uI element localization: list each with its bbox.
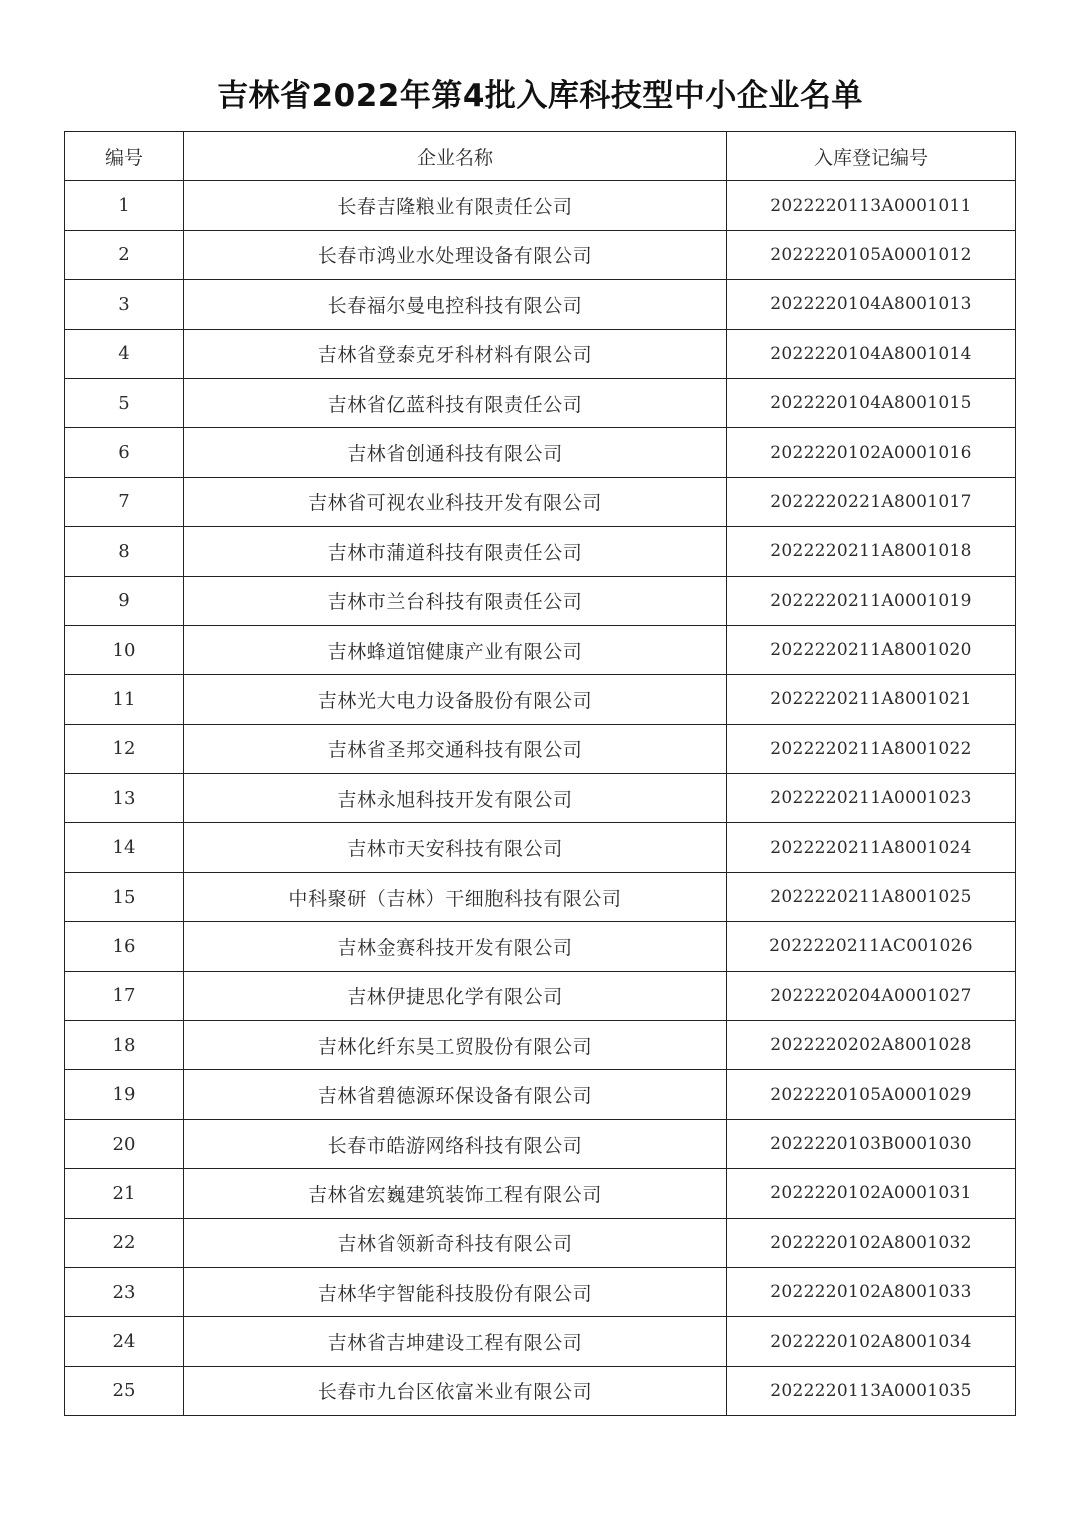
company-name: 长春福尔曼电控科技有限公司 <box>184 280 727 329</box>
registration-code: 2022220104A8001013 <box>727 280 1016 329</box>
company-name: 吉林省圣邦交通科技有限公司 <box>184 724 727 773</box>
company-name: 吉林华宇智能科技股份有限公司 <box>184 1267 727 1316</box>
registration-code: 2022220221A8001017 <box>727 477 1016 526</box>
table-row <box>65 774 1016 823</box>
row-number: 20 <box>65 1119 184 1168</box>
company-name: 吉林省创通科技有限公司 <box>184 428 727 477</box>
registration-code: 2022220211A8001018 <box>727 527 1016 576</box>
table-row <box>65 1218 1016 1267</box>
company-name: 吉林市天安科技有限公司 <box>184 823 727 872</box>
registration-code: 2022220211AC001026 <box>727 922 1016 971</box>
company-name: 长春市皓游网络科技有限公司 <box>184 1119 727 1168</box>
page-title: 吉林省2022年第4批入库科技型中小企业名单 <box>217 78 863 114</box>
row-number: 12 <box>65 724 184 773</box>
table-row <box>65 823 1016 872</box>
row-number: 25 <box>65 1366 184 1415</box>
registration-code: 2022220102A8001034 <box>727 1317 1016 1366</box>
table-body <box>65 181 1016 1416</box>
row-number: 21 <box>65 1169 184 1218</box>
registration-code: 2022220105A0001012 <box>727 230 1016 279</box>
registration-code: 2022220102A8001033 <box>727 1267 1016 1316</box>
registration-code: 2022220211A8001024 <box>727 823 1016 872</box>
row-number: 10 <box>65 625 184 674</box>
row-number: 5 <box>65 378 184 427</box>
company-name: 吉林市蒲道科技有限责任公司 <box>184 527 727 576</box>
table-row <box>65 872 1016 921</box>
company-name: 吉林永旭科技开发有限公司 <box>184 774 727 823</box>
table-header-row <box>65 132 1016 181</box>
row-number: 11 <box>65 675 184 724</box>
table-row <box>65 527 1016 576</box>
row-number: 6 <box>65 428 184 477</box>
row-number: 1 <box>65 181 184 230</box>
table-row <box>65 1119 1016 1168</box>
registration-code: 2022220104A8001014 <box>727 329 1016 378</box>
row-number: 4 <box>65 329 184 378</box>
registration-code: 2022220103B0001030 <box>727 1119 1016 1168</box>
company-name: 长春市鸿业水处理设备有限公司 <box>184 230 727 279</box>
company-name: 长春市九台区依富米业有限公司 <box>184 1366 727 1415</box>
company-name: 吉林光大电力设备股份有限公司 <box>184 675 727 724</box>
company-name: 吉林省可视农业科技开发有限公司 <box>184 477 727 526</box>
enterprise-table-container <box>64 131 1015 1416</box>
registration-code: 2022220202A8001028 <box>727 1021 1016 1070</box>
table-row <box>65 1021 1016 1070</box>
header-number: 编号 <box>65 132 184 181</box>
registration-code: 2022220211A0001019 <box>727 576 1016 625</box>
table-row <box>65 1169 1016 1218</box>
company-name: 吉林省亿蓝科技有限责任公司 <box>184 378 727 427</box>
row-number: 8 <box>65 527 184 576</box>
company-name: 吉林省吉坤建设工程有限公司 <box>184 1317 727 1366</box>
company-name: 吉林省领新奇科技有限公司 <box>184 1218 727 1267</box>
registration-code: 2022220113A0001035 <box>727 1366 1016 1415</box>
row-number: 3 <box>65 280 184 329</box>
registration-code: 2022220211A8001020 <box>727 625 1016 674</box>
registration-code: 2022220102A0001016 <box>727 428 1016 477</box>
row-number: 7 <box>65 477 184 526</box>
row-number: 19 <box>65 1070 184 1119</box>
company-name: 吉林金赛科技开发有限公司 <box>184 922 727 971</box>
registration-code: 2022220211A8001021 <box>727 675 1016 724</box>
row-number: 18 <box>65 1021 184 1070</box>
company-name: 吉林蜂道馆健康产业有限公司 <box>184 625 727 674</box>
table-row <box>65 922 1016 971</box>
company-name: 长春吉隆粮业有限责任公司 <box>184 181 727 230</box>
registration-code: 2022220211A0001023 <box>727 774 1016 823</box>
row-number: 22 <box>65 1218 184 1267</box>
table-row <box>65 625 1016 674</box>
row-number: 9 <box>65 576 184 625</box>
table-row <box>65 477 1016 526</box>
table-row <box>65 1366 1016 1415</box>
registration-code: 2022220211A8001025 <box>727 872 1016 921</box>
row-number: 17 <box>65 971 184 1020</box>
table-row <box>65 724 1016 773</box>
registration-code: 2022220113A0001011 <box>727 181 1016 230</box>
company-name: 吉林省宏巍建筑装饰工程有限公司 <box>184 1169 727 1218</box>
registration-code: 2022220102A0001031 <box>727 1169 1016 1218</box>
table-row <box>65 181 1016 230</box>
table-row <box>65 280 1016 329</box>
registration-code: 2022220204A0001027 <box>727 971 1016 1020</box>
row-number: 16 <box>65 922 184 971</box>
row-number: 14 <box>65 823 184 872</box>
table-row <box>65 1267 1016 1316</box>
table-row <box>65 329 1016 378</box>
table-row <box>65 428 1016 477</box>
table-row <box>65 378 1016 427</box>
table-row <box>65 576 1016 625</box>
table-row <box>65 1317 1016 1366</box>
row-number: 13 <box>65 774 184 823</box>
table-row <box>65 1070 1016 1119</box>
registration-code: 2022220211A8001022 <box>727 724 1016 773</box>
company-name: 中科聚研（吉林）干细胞科技有限公司 <box>184 872 727 921</box>
company-name: 吉林省登泰克牙科材料有限公司 <box>184 329 727 378</box>
row-number: 15 <box>65 872 184 921</box>
row-number: 23 <box>65 1267 184 1316</box>
registration-code: 2022220104A8001015 <box>727 378 1016 427</box>
company-name: 吉林化纤东昊工贸股份有限公司 <box>184 1021 727 1070</box>
table-row <box>65 675 1016 724</box>
company-name: 吉林伊捷思化学有限公司 <box>184 971 727 1020</box>
row-number: 24 <box>65 1317 184 1366</box>
table-row <box>65 230 1016 279</box>
company-name: 吉林市兰台科技有限责任公司 <box>184 576 727 625</box>
enterprise-table <box>64 131 1016 1416</box>
header-registration-code: 入库登记编号 <box>727 132 1016 181</box>
header-company-name: 企业名称 <box>184 132 727 181</box>
registration-code: 2022220102A8001032 <box>727 1218 1016 1267</box>
row-number: 2 <box>65 230 184 279</box>
registration-code: 2022220105A0001029 <box>727 1070 1016 1119</box>
table-row <box>65 971 1016 1020</box>
company-name: 吉林省碧德源环保设备有限公司 <box>184 1070 727 1119</box>
